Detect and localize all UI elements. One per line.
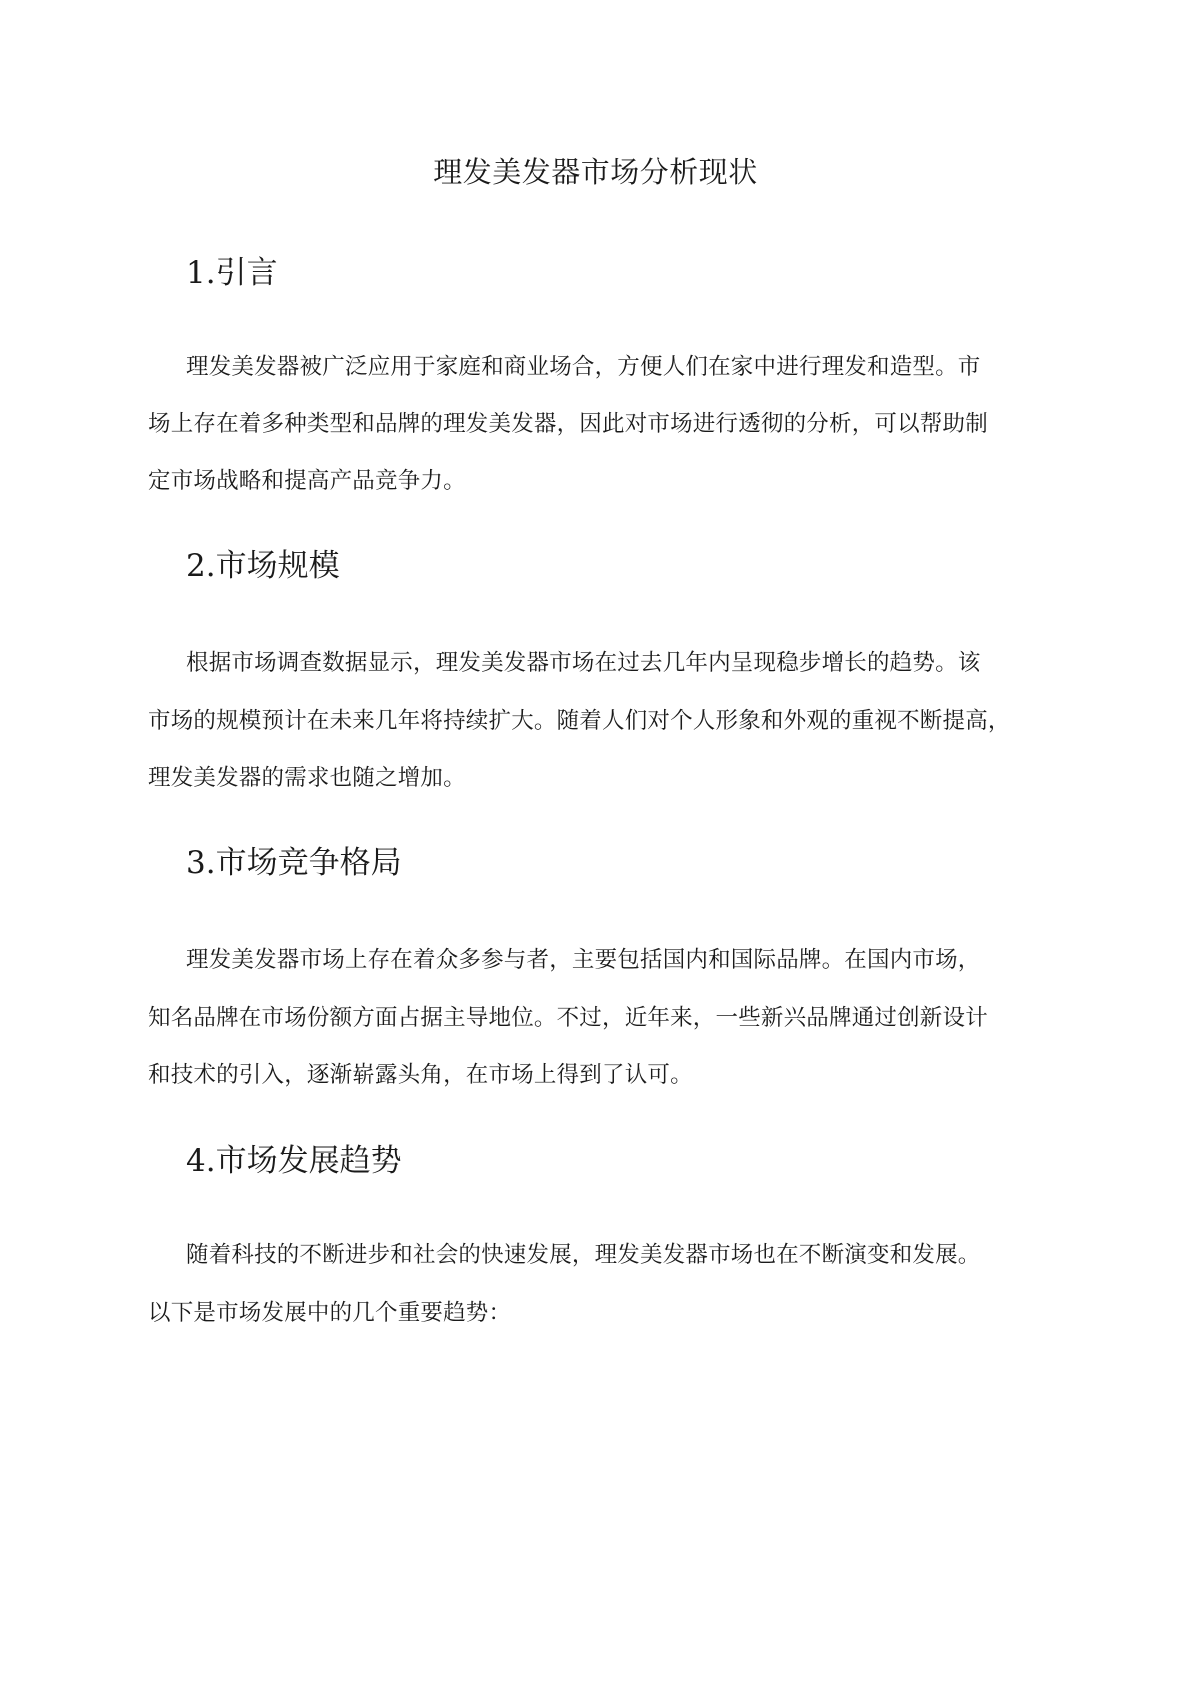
section-heading-competition: 3.市场竞争格局 (186, 845, 402, 881)
paragraph-line: 市场的规模预计在未来几年将持续扩大。随着人们对个人形象和外观的重视不断提高， (148, 708, 1011, 734)
paragraph-line: 根据市场调查数据显示，理发美发器市场在过去几年内呈现稳步增长的趋势。该 (186, 650, 981, 676)
section-heading-market-size: 2.市场规模 (186, 548, 340, 584)
paragraph-line: 和技术的引入，逐渐崭露头角，在市场上得到了认可。 (148, 1062, 693, 1088)
paragraph-line: 理发美发器被广泛应用于家庭和商业场合，方便人们在家中进行理发和造型。市 (186, 354, 981, 380)
paragraph-line: 随着科技的不断进步和社会的快速发展，理发美发器市场也在不断演变和发展。 (186, 1242, 981, 1268)
paragraph-line: 场上存在着多种类型和品牌的理发美发器，因此对市场进行透彻的分析，可以帮助制 (148, 411, 988, 437)
paragraph-line: 理发美发器的需求也随之增加。 (148, 765, 466, 791)
section-heading-introduction: 1.引言 (186, 255, 278, 291)
document-title: 理发美发器市场分析现状 (433, 155, 758, 189)
paragraph-line: 以下是市场发展中的几个重要趋势： (148, 1300, 512, 1326)
section-heading-trends: 4.市场发展趋势 (186, 1143, 402, 1179)
paragraph-line: 定市场战略和提高产品竞争力。 (148, 468, 466, 494)
paragraph-line: 知名品牌在市场份额方面占据主导地位。不过，近年来，一些新兴品牌通过创新设计 (148, 1005, 988, 1031)
paragraph-line: 理发美发器市场上存在着众多参与者，主要包括国内和国际品牌。在国内市场， (186, 947, 981, 973)
